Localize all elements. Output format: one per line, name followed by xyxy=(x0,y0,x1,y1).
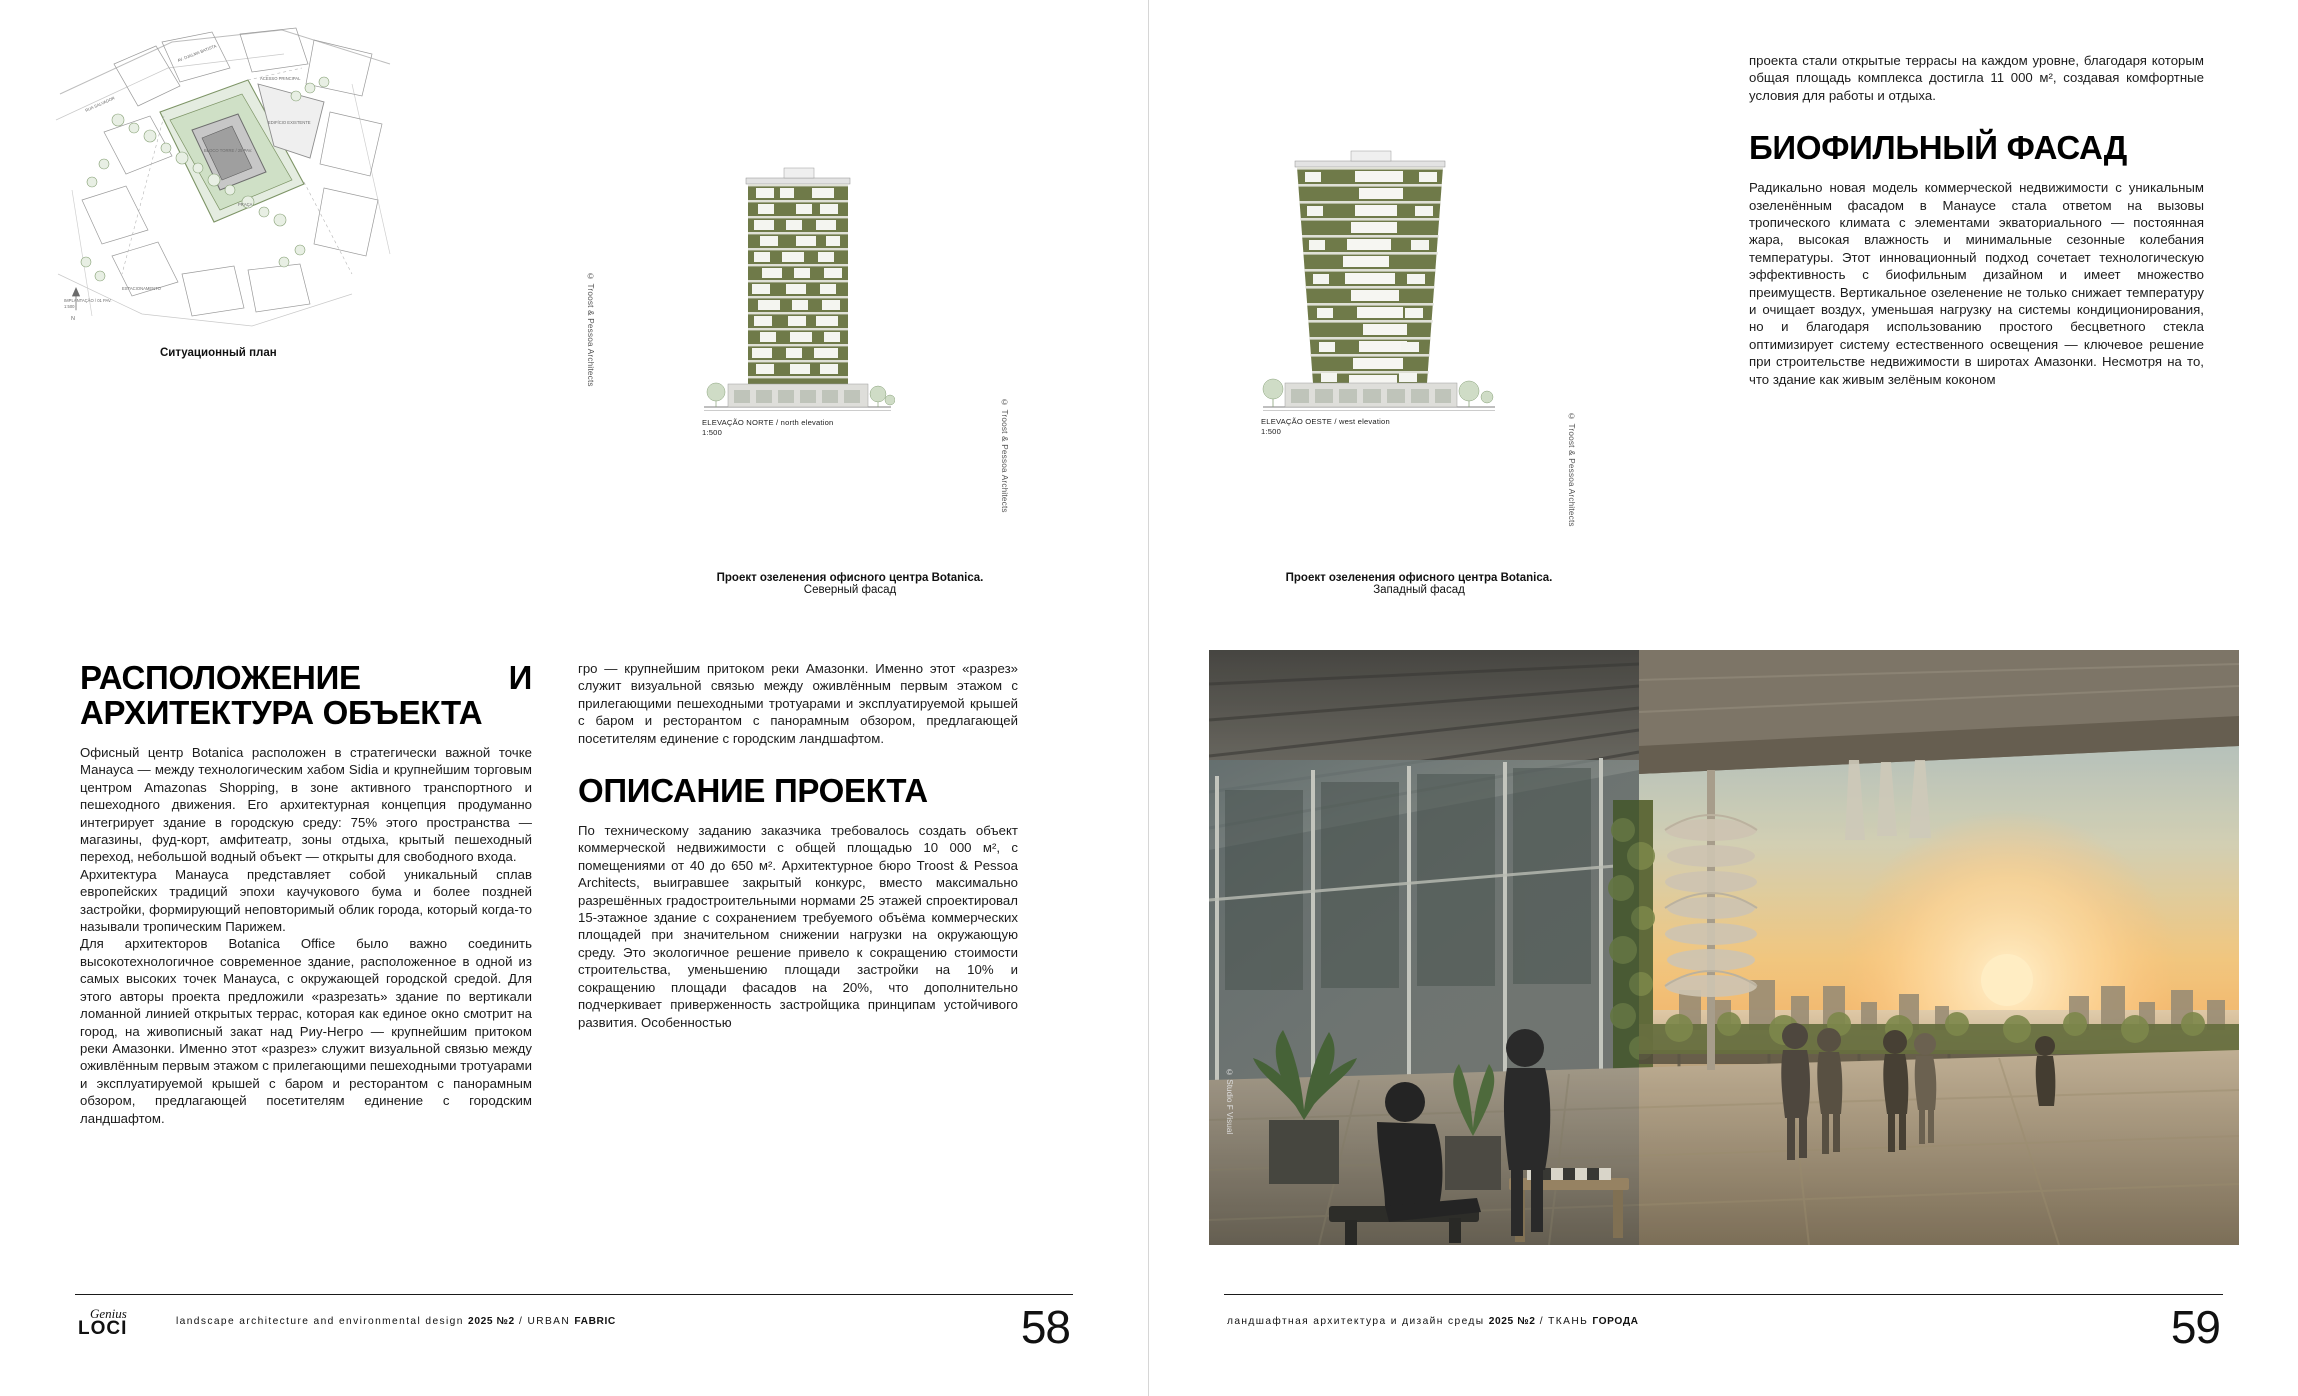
north-elevation-credit: © Troost & Pessoa Architects xyxy=(1000,398,1009,513)
paragraph-continuation-right: проекта стали открытые террасы на каждом уровне, благодаря которым общая площадь комплекса достигла 11 000 м², создавая комфортные условия для работы и отдыха. xyxy=(1749,53,2204,103)
left-column-b xyxy=(578,660,1018,1031)
photo-credit: © Studio F Visual xyxy=(1225,1068,1234,1135)
footer-issue-right: 2025 №2 xyxy=(1488,1316,1536,1327)
paragraph-continuation-left: гро — крупнейшим притоком реки Амазонки. Именно этот «разрез» служит визуальной связью между оживлённым первым этажом с прилегающими пешеходными тротуарами и эксплуатируемой крышей с баром и ресторантом с панорамным обзором, предлагающей посетителям единение с городским ландшафтом. xyxy=(578,661,1018,746)
svg-text:PRAÇA: PRAÇA xyxy=(238,202,253,207)
west-caption-reg: Западный фасад xyxy=(1373,584,1465,596)
paragraph-location-3: Для архитекторов Botanica Office было важно соединить высокотехнологичное современное здание, расположенное в одной из самых высоких точек Манауса, с окружающей городской средой. Для этого авторы проекта предложили «разрезать» здание по вертикали ломанной линией открытых террас, которая как единое окно смотрит на город, на живописный закат над Риу-Негро — крупнейшим притоком реки Амазонки. Именно этот «разрез» служит визуальной связью между оживлённым первым этажом с прилегающими пешеходными тротуарами и эксплуатируемой крышей с баром и ресторантом с панорамным обзором, предлагающей посетителям единение с городским ландшафтом. xyxy=(80,936,532,1126)
footer-left xyxy=(0,1294,1148,1354)
terrace-photo xyxy=(1209,650,2239,1245)
svg-text:ESTACIONAMENTO: ESTACIONAMENTO xyxy=(122,286,161,291)
footer-meta-left xyxy=(176,1316,616,1327)
heading-biophilic-facade: БИОФИЛЬНЫЙ ФАСАД xyxy=(1749,129,2128,167)
folio-left: 58 xyxy=(1020,1301,1070,1353)
footer-separator-right: / xyxy=(1539,1316,1544,1327)
footer-tagline-left: landscape architecture and environmental design xyxy=(176,1316,464,1327)
paragraph-biophilic-1: Радикально новая модель коммерческой недвижимости с уникальным озеленённым фасадом в Манаусе стала ответом на вызовы тропического климата с элементами экваториального — постоянная жара, высокая влажность и минимальные сезонные колебания температуры. Этот инновационный подход сочетает технологическую эффективность с биофильным дизайном и имеет множество преимуществ. Вертикальное озеленение не только снижает температуру и очищает воздух, уменьшая нагрузку на системы кондиционирования, но и благодаря использованию простого бесцветного стекла оптимизирует систему естественного освещения — ключевое решение при строительстве недвижимости в широтах Амазонки. Несмотря на то, что здание как живым зелёным коконом xyxy=(1749,180,2204,387)
west-elevation-caption xyxy=(1184,572,1654,596)
site-plan-svg xyxy=(52,24,397,334)
page-right xyxy=(1149,0,2298,1396)
svg-text:EDIFÍCIO EXISTENTE: EDIFÍCIO EXISTENTE xyxy=(268,120,311,125)
svg-text:1:500: 1:500 xyxy=(64,304,75,309)
terrace-photo-svg xyxy=(1209,650,2239,1245)
west-elevation-label xyxy=(1261,417,1390,437)
footer-issue-left: 2025 №2 xyxy=(468,1316,515,1327)
footer-right xyxy=(1149,1294,2298,1354)
west-elevation-credit: © Troost & Pessoa Architects xyxy=(1567,412,1576,527)
site-plan-drawing xyxy=(52,24,397,334)
heading-location-architecture: РАСПОЛОЖЕНИЕ И АРХИТЕКТУРА ОБЪЕКТА xyxy=(80,659,532,731)
footer-section-left: URBAN xyxy=(527,1316,571,1327)
site-plan-credit: © Troost & Pessoa Architects xyxy=(586,272,595,387)
footer-separator-left: / xyxy=(519,1316,524,1327)
svg-text:N: N xyxy=(71,316,75,322)
logo-genius-text: Genius xyxy=(90,1306,127,1321)
north-caption-bold: Проект озеленения офисного центра Botanica. xyxy=(716,572,984,584)
footer-section-bold-left: FABRIC xyxy=(574,1316,616,1327)
logo-genius-loci xyxy=(78,1308,170,1338)
north-elevation-label xyxy=(702,418,833,438)
west-elevation-label-line2: 1:500 xyxy=(1261,427,1282,436)
right-column-top xyxy=(1749,52,2204,388)
paragraph-location-2: Архитектура Манауса представляет собой уникальный сплав европейских традиций эпохи каучукового бума и более поздней застройки, формирующий неповторимый облик города, который когда-то называли тропическим Парижем. xyxy=(80,866,532,935)
left-column-a xyxy=(80,660,532,1127)
site-plan-caption xyxy=(160,343,277,361)
heading-project-description: ОПИСАНИЕ ПРОЕКТА xyxy=(578,772,928,810)
west-elevation-svg xyxy=(1259,145,1499,440)
north-caption-reg: Северный фасад xyxy=(803,584,897,596)
footer-tagline-right: ландшафтная архитектура и дизайн среды xyxy=(1227,1316,1485,1327)
folio-right: 59 xyxy=(2170,1301,2220,1353)
site-plan-caption-text: Ситуационный план xyxy=(160,347,277,359)
north-elevation-caption xyxy=(640,572,1060,596)
footer-rule-right xyxy=(1224,1294,2223,1295)
north-elevation-label-line1: ELEVAÇÃO NORTE / north elevation xyxy=(702,418,834,427)
svg-text:BLOCO TORRE / 25 PAV.: BLOCO TORRE / 25 PAV. xyxy=(204,148,253,153)
west-elevation-drawing xyxy=(1259,145,1499,440)
north-elevation-drawing xyxy=(700,160,895,435)
north-elevation-label-line2: 1:500 xyxy=(702,428,723,437)
svg-text:IMPLANTAÇÃO / 01 PAV.: IMPLANTAÇÃO / 01 PAV. xyxy=(64,298,112,303)
logo-loci-text: LOCI xyxy=(78,1318,128,1339)
west-elevation-label-line1: ELEVAÇÃO OESTE / west elevation xyxy=(1261,417,1390,426)
svg-text:RUA SALVADOR: RUA SALVADOR xyxy=(84,95,116,113)
paragraph-description-1: По техническому заданию заказчика требовалось создать объект коммерческой недвижимости с общей площадью 10 000 м², с помещениями от 40 до 650 м². Архитектурное бюро Troost & Pessoa Architects, выигравшее закрытый конкурс, вместо максимально разрешённых градостроительными нормами 25 этажей спроектировал 15-этажное здание с сохранением требуемого объёма коммерческих площадей при значительном снижении нагрузки на окружающую среду. Это экологичное решение привело к сокращению стоимости строительства, уменьшению площади застройки на 10% и сокращению площади фасадов на 20%, что дополнительно подчеркивает приверженность застройщика принципам устойчивого развития. Особенностью xyxy=(578,823,1018,1030)
footer-section-right: ТКАНЬ xyxy=(1548,1316,1589,1327)
footer-meta-right xyxy=(1227,1316,1639,1327)
north-elevation-svg xyxy=(700,160,895,435)
footer-section-bold-right: ГОРОДА xyxy=(1592,1316,1639,1327)
paragraph-location-1: Офисный центр Botanica расположен в стратегически важной точке Манауса — между технологическим хабом Sidia и крупнейшим торговым центром Amazonas Shopping, в зоне активного транспортного и пешеходного движения. Его архитектурная концепция продуманно интегрирует здание в городскую среду: 75% этого пространства — магазины, фуд-корт, амфитеатр, зоны отдыха, крытый пешеходный переход, небольшой водный объект — открыты для свободного входа. xyxy=(80,745,532,865)
footer-rule-left xyxy=(75,1294,1073,1295)
svg-text:ACESSO PRINCIPAL: ACESSO PRINCIPAL xyxy=(260,76,301,81)
svg-text:AV. DJALMA BATISTA: AV. DJALMA BATISTA xyxy=(176,43,218,63)
west-caption-bold: Проект озеленения офисного центра Botanica. xyxy=(1285,572,1553,584)
